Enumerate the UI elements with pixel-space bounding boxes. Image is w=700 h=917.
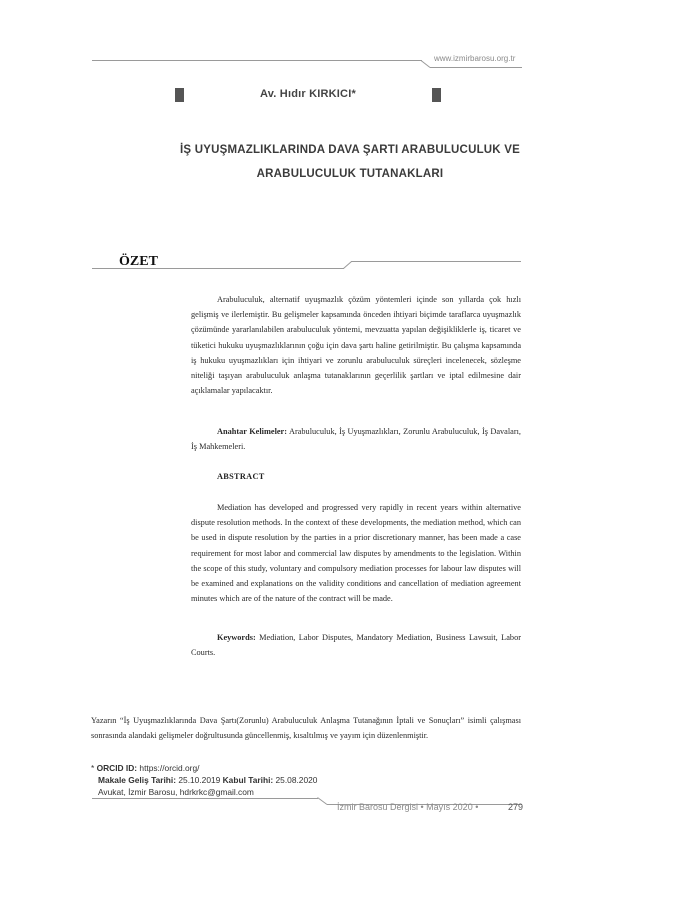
accepted-date: 25.08.2020 xyxy=(273,775,318,785)
ozet-heading: ÖZET xyxy=(119,254,158,269)
title-line-2: ARABULUCULUK TUTANAKLARI xyxy=(256,168,444,180)
site-url: www.izmirbarosu.org.tr xyxy=(434,54,516,63)
orcid-line xyxy=(91,762,317,774)
received-label: Makale Geliş Tarihi: xyxy=(98,775,177,785)
dates-line xyxy=(91,774,317,786)
author-marker-right xyxy=(432,88,441,102)
affiliation-line: Avukat, İzmir Barosu, hdrkrkc@gmail.com xyxy=(98,787,254,797)
abstract-keywords-label: Keywords: xyxy=(217,633,256,642)
page-number: 279 xyxy=(508,802,524,812)
footnote-asterisk: * xyxy=(91,763,97,773)
abstract-keywords-text: Mediation, Labor Disputes, Mandatory Mediation, Business Lawsuit, Labor Courts. xyxy=(191,633,521,658)
ozet-keywords xyxy=(191,424,521,454)
header-rule xyxy=(92,60,422,61)
header-rule-right xyxy=(430,67,522,68)
orcid-label: ORCID ID: xyxy=(96,763,138,773)
ozet-rule xyxy=(92,268,344,269)
ozet-rule-right xyxy=(351,261,521,262)
author-row xyxy=(175,88,441,102)
article-title xyxy=(100,138,600,186)
author-name: Av. Hıdır KIRKICI* xyxy=(260,88,356,100)
orcid-value: https://orcid.org/ xyxy=(137,763,200,773)
abstract-paragraph: Mediation has developed and progressed very rapidly in recent years within alternative dispute resolution methods. In the context of these developments, the mediation method, which can be used in dispute resolution by the parties in a prior discretionary manner, has been made a case requirement for most labor and commercial law disputes by amendments to the legislation. Within the scope of this study, voluntary and compulsory mediation processes for labour law disputes will be examined and explanations on the validity conditions and cancellation of mediation agreement minutes which are of the nature of the contract will be made. xyxy=(191,503,521,604)
footnote-text: Yazarın “İş Uyuşmazlıklarında Dava Şartı(Zorunlu) Arabuluculuk Anlaşma Tutanağının İptali ve Sonuçları” isimli çalışması sonrasında alandaki gelişmeler doğrultusunda güncellenmiş, kısaltılmış ve yayım için düzenlenmiştir. xyxy=(91,716,521,740)
ozet-body xyxy=(191,292,521,398)
journal-issue: İzmir Barosu Dergisi • Mayıs 2020 • xyxy=(337,802,479,812)
abstract-body xyxy=(191,500,521,606)
author-footnote xyxy=(91,762,317,798)
footer-rule xyxy=(92,798,318,799)
ozet-keywords-text: Arabuluculuk, İş Uyuşmazlıkları, Zorunlu Arabuluculuk, İş Davaları, İş Mahkemeleri. xyxy=(191,427,521,452)
accepted-label: Kabul Tarihi: xyxy=(222,775,274,785)
ozet-keywords-label: Anahtar Kelimeler: xyxy=(217,427,288,436)
abstract-keywords xyxy=(191,630,521,660)
ozet-paragraph: Arabuluculuk, alternatif uyuşmazlık çözüm yöntemleri içinde son yıllarda çok hızlı gelişmiş ve ilerlemiştir. Bu gelişmeler kapsamında önceden ihtiyari biçimde taraflarca uyuşmazlık çözümünde yararlanılabilen arabuluculuk yöntemi, mevzuatta yapılan değişikliklerle iş, ticaret ve tüketici hukuku uyuşmazlıklarının çoğu için dava şartı haline getirilmiştir. Bu çalışma kapsamında iş hukuku uyuşmazlıkları için ihtiyari ve zorunlu arabuluculuk süreçleri incelenecek, sözleşme niteliği taşıyan arabuluculuk anlaşma tutanaklarının geçerlilik şartları ve iptal edilmesine dair açıklamalar yapılacaktır. xyxy=(191,295,521,396)
received-date: 25.10.2019 xyxy=(176,775,223,785)
abstract-heading: ABSTRACT xyxy=(217,472,265,481)
title-line-1: İŞ UYUŞMAZLIKLARINDA DAVA ŞARTI ARABULUCULUK VE xyxy=(180,144,520,156)
